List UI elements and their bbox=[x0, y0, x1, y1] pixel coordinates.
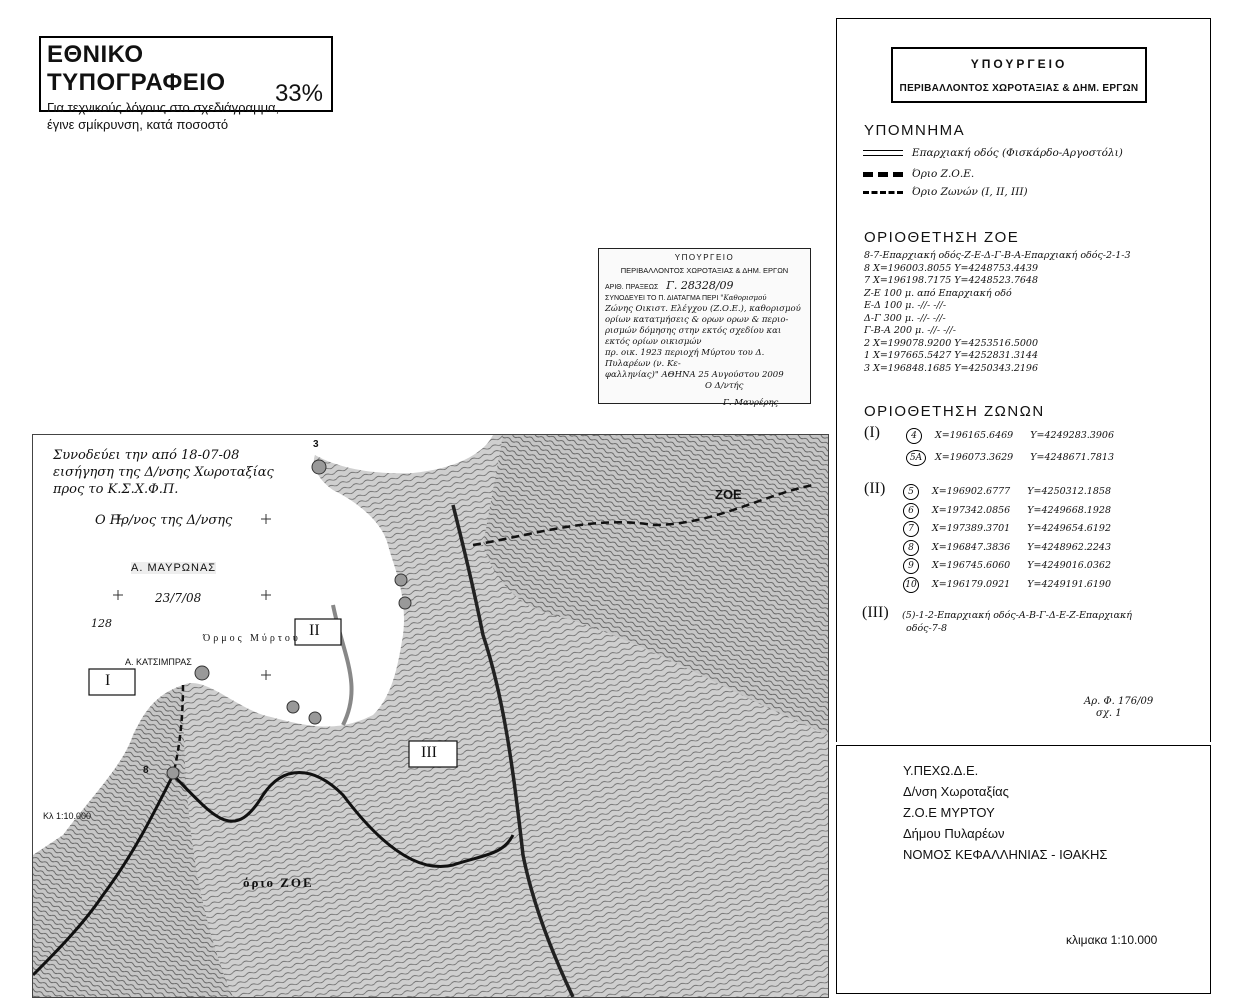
map-zone-I: Ι bbox=[105, 672, 111, 689]
title-block-text bbox=[903, 760, 1107, 865]
point-x: X=196073.3629 bbox=[935, 452, 1014, 463]
accomp-label: ΣΥΝΟΔΕΥΕΙ ΤΟ Π. ΔΙΑΤΑΓΜΑ ΠΕΡΙ bbox=[605, 295, 719, 302]
zoe-line: 7 X=196198.7175 Y=4248523.7648 bbox=[864, 275, 1039, 286]
zone-point bbox=[903, 558, 1203, 577]
legend-heading: ΥΠΟΜΝΗΜΑ bbox=[864, 122, 966, 139]
legend-item-road bbox=[863, 147, 1203, 159]
zone-3-line2: οδός-7-8 bbox=[906, 622, 947, 634]
point-y: Y=4249654.6192 bbox=[1027, 523, 1111, 534]
proto-value: Γ. 28328/09 bbox=[666, 279, 734, 292]
map-zoe-bottom-label: όριο ΖΟΕ bbox=[243, 875, 314, 890]
point-x: X=196179.0921 bbox=[932, 578, 1011, 590]
publisher-note-2: έγινε σμίκρυνση, κατά ποσοστό bbox=[47, 117, 229, 132]
title-line-1: Υ.ΠΕΧΩ.Δ.Ε. bbox=[903, 763, 979, 778]
zones-symbol bbox=[863, 191, 903, 194]
zoe-line: 8-7-Επαρχιακή οδός-Ζ-Ε-Δ-Γ-Β-Α-Επαρχιακή οδός-2-1-3 bbox=[864, 250, 1131, 261]
zone-point bbox=[903, 540, 1203, 559]
ref-number-line1: Αρ. Φ. 176/09 bbox=[1084, 696, 1154, 707]
point-id: 7 bbox=[903, 521, 919, 537]
center-stamp bbox=[598, 248, 811, 408]
zoe-symbol bbox=[863, 172, 903, 177]
point-x: X=197389.3701 bbox=[932, 523, 1011, 534]
publisher-box bbox=[39, 36, 333, 132]
point-id: 6 bbox=[903, 503, 919, 519]
stamp-text-3: ορίων κατατμήσεις & ορων ορων & περιο- bbox=[605, 315, 789, 325]
zoe-limits-heading: ΟΡΙΟΘΕΤΗΣΗ ΖΟΕ bbox=[864, 229, 1020, 246]
center-stamp-proto bbox=[605, 281, 804, 293]
point-x: X=196165.6469 bbox=[935, 430, 1014, 441]
stamp-text-4: ρισμών δόμησης στην εκτός σχεδίου και εκτός ορίων οικισμών bbox=[605, 326, 782, 347]
zoe-line: 2 X=199078.9200 Y=4253516.5000 bbox=[864, 337, 1039, 349]
map-date: 23/7/08 bbox=[155, 591, 202, 605]
stamp-text-1: "Καθορισμού bbox=[720, 294, 767, 302]
map-zoe-top-label: ΖΟΕ bbox=[715, 487, 742, 502]
map-point-8: 8 bbox=[143, 765, 149, 776]
zone-1-label: (Ι) bbox=[864, 424, 880, 441]
road-symbol bbox=[863, 150, 903, 156]
zone-point bbox=[906, 428, 1206, 450]
center-stamp-ministry: ΥΠΟΥΡΓΕΙΟ bbox=[674, 253, 735, 262]
zoe-limits-list bbox=[864, 250, 1204, 375]
zoe-line: Ε-Δ 100 μ. -//- -//- bbox=[864, 300, 947, 311]
legend-road-label: Επαρχιακή οδός (Φισκάρδο-Αργοστόλι) bbox=[911, 147, 1123, 159]
zoe-line: Ζ-Ε 100 μ. από Επαρχιακή οδό bbox=[864, 287, 1012, 299]
title-line-4: Δήμου Πυλαρέων bbox=[903, 826, 1005, 841]
publisher-name: ΕΘΝΙΚΟ ΤΥΠΟΓΡΑΦΕΙΟ bbox=[47, 41, 226, 96]
zone-point bbox=[903, 484, 1203, 503]
zoe-line: 1 X=197665.5427 Y=4252831.3144 bbox=[864, 350, 1039, 361]
map-surveyor: Α. ΚΑΤΣΙΜΠΡΑΣ bbox=[125, 657, 192, 667]
title-scale: κλιμακα 1:10.000 bbox=[1066, 933, 1158, 947]
zone-point bbox=[903, 577, 1203, 596]
zone-3-line1: (5)-1-2-Επαρχιακή οδός-Α-Β-Γ-Δ-Ε-Ζ-Επαρχιακή bbox=[902, 610, 1132, 621]
title-line-3: Ζ.Ο.Ε ΜΥΡΤΟΥ bbox=[903, 805, 995, 820]
zoe-line: 8 X=196003.8055 Y=4248753.4439 bbox=[864, 262, 1039, 274]
center-stamp-ministry-2: ΠΕΡΙΒΑΛΛΟΝΤΟΣ ΧΩΡΟΤΑΞΙΑΣ & ΔΗΜ. ΕΡΓΩΝ bbox=[620, 266, 789, 275]
zone-point bbox=[906, 450, 1206, 472]
point-id: 8 bbox=[903, 540, 919, 556]
topographic-map bbox=[32, 434, 829, 998]
point-id: 5A bbox=[906, 450, 926, 466]
map-bay-label: Όρμος Μύρτου bbox=[203, 633, 301, 644]
point-y: Y=4249283.3906 bbox=[1030, 430, 1114, 441]
map-scale: Κλ 1:10.000 bbox=[43, 811, 92, 821]
annotation-2: εισήγηση της Δ/νσης Χωροταξίας bbox=[53, 465, 274, 480]
annotation-4: Ο Πρ/νος της Δ/νσης bbox=[95, 513, 233, 528]
map-num: 128 bbox=[91, 617, 112, 630]
ministry-stamp bbox=[891, 47, 1147, 103]
ref-number bbox=[1084, 696, 1153, 720]
annotation-3: προς το Κ.Σ.Χ.Φ.Π. bbox=[53, 482, 179, 497]
title-line-2: Δ/νση Χωροταξίας bbox=[903, 784, 1009, 799]
stamp-text-2: Ζώνης Οικιστ. Ελέγχου (Ζ.Ο.Ε.), καθορισμού bbox=[605, 304, 801, 314]
annotation-1: Συνοδεύει την από 18-07-08 bbox=[53, 448, 240, 463]
proto-label: ΑΡΙΘ. ΠΡΑΞΕΩΣ bbox=[605, 284, 659, 291]
point-y: Y=4249668.1928 bbox=[1027, 504, 1111, 516]
zone-3-label: (ΙΙΙ) bbox=[862, 604, 889, 621]
point-y: Y=4248962.2243 bbox=[1027, 541, 1111, 553]
point-y: Y=4248671.7813 bbox=[1030, 452, 1114, 463]
point-x: X=197342.0856 bbox=[932, 504, 1011, 516]
legend-zoe-label: Όριο Ζ.Ο.Ε. bbox=[911, 168, 975, 180]
stamp-sign-name: Γ. Μαυρέρης bbox=[723, 398, 779, 408]
stamp-text-6: φαλληνίας)" ΑΘΗΝΑ 25 Αυγούστου 2009 bbox=[605, 370, 784, 380]
legend-item-zoe bbox=[863, 168, 1203, 180]
zone-point bbox=[903, 521, 1203, 540]
point-x: X=196847.3836 bbox=[932, 541, 1011, 553]
zone-point bbox=[903, 503, 1203, 522]
ref-number-line2: σχ. 1 bbox=[1096, 708, 1122, 719]
point-id: 5 bbox=[903, 484, 919, 500]
ministry-stamp-line2: ΠΕΡΙΒΑΛΛΟΝΤΟΣ ΧΩΡΟΤΑΞΙΑΣ & ΔΗΜ. ΕΡΓΩΝ bbox=[899, 83, 1139, 94]
zoe-line: Γ-Β-Α 200 μ. -//- -//- bbox=[864, 325, 956, 336]
publisher-percent: 33% bbox=[274, 80, 323, 107]
point-y: Y=4249016.0362 bbox=[1027, 560, 1111, 571]
map-point-3: 3 bbox=[313, 439, 319, 450]
point-id: 4 bbox=[906, 428, 922, 444]
point-x: X=196902.6777 bbox=[932, 486, 1011, 497]
zone-2-points bbox=[903, 484, 1203, 595]
ministry-stamp-line1: ΥΠΟΥΡΓΕΙΟ bbox=[970, 57, 1068, 71]
point-y: Y=4249191.6190 bbox=[1027, 578, 1111, 590]
zone-I-box bbox=[89, 669, 135, 695]
point-id: 10 bbox=[903, 577, 919, 593]
zoe-line: Δ-Γ 300 μ. -//- -//- bbox=[864, 312, 946, 324]
legend-item-zones bbox=[863, 186, 1203, 198]
map-zone-III: ΙΙΙ bbox=[421, 744, 437, 761]
map-signer: Α. ΜΑΥΡΩΝΑΣ bbox=[131, 562, 217, 574]
point-y: Y=4250312.1858 bbox=[1027, 486, 1111, 497]
stamp-sign-role: Ο Δ/ντής bbox=[705, 381, 744, 391]
zoe-line: 3 X=196848.1685 Y=4250343.2196 bbox=[864, 362, 1039, 374]
zone-3-desc bbox=[902, 610, 1202, 635]
publisher-note-1: Για τεχνικούς λόγους στο σχεδιάγραμμα, bbox=[47, 100, 280, 115]
legend-zones-label: Όριο Ζωνών (Ι, ΙΙ, ΙΙΙ) bbox=[911, 186, 1028, 198]
zone-1-points bbox=[906, 428, 1206, 472]
map-annotation bbox=[53, 447, 274, 529]
stamp-text-5: πρ. οικ. 1923 περιοχή Μύρτου του Δ. Πυλαρέων (ν. Κε- bbox=[605, 348, 765, 369]
center-stamp-accomp bbox=[605, 293, 804, 304]
zone-2-label: (ΙΙ) bbox=[864, 480, 886, 497]
zones-heading: ΟΡΙΟΘΕΤΗΣΗ ΖΩΝΩΝ bbox=[864, 403, 1045, 420]
map-zone-II: ΙΙ bbox=[309, 622, 320, 639]
point-x: X=196745.6060 bbox=[932, 560, 1011, 571]
title-line-5: ΝΟΜΟΣ ΚΕΦΑΛΛΗΝΙΑΣ - ΙΘΑΚΗΣ bbox=[903, 847, 1108, 862]
point-id: 9 bbox=[903, 558, 919, 574]
